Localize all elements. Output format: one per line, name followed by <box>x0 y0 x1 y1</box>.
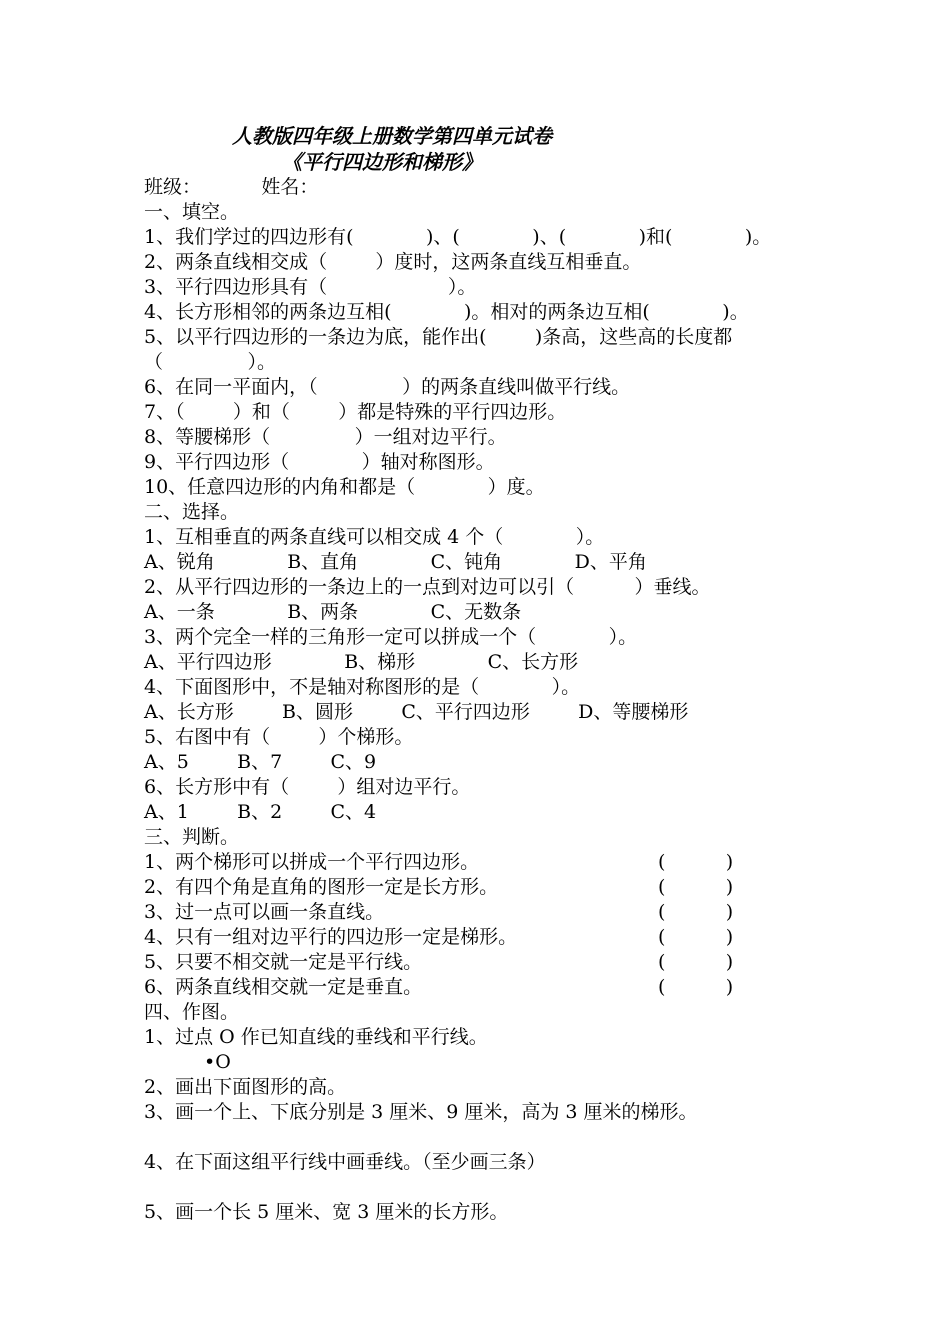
options-line: A、5 B、7 C、9 <box>144 751 377 773</box>
answer-paren: ( ) <box>658 976 734 998</box>
judge-item <box>144 900 824 925</box>
question-line: 1、我们学过的四边形有( )、( )、( )和( )。 <box>144 226 772 248</box>
question-line: 3、平行四边形具有（ ）。 <box>144 276 477 298</box>
judge-item <box>144 925 824 950</box>
question-line: （ ）。 <box>144 351 277 373</box>
exam-subtitle: 《平行四边形和梯形》 <box>282 150 482 174</box>
question-line: 3、画一个上、下底分别是 3 厘米、9 厘米，高为 3 厘米的梯形。 <box>144 1101 698 1123</box>
judge-item <box>144 875 824 900</box>
options-line: A、平行四边形 B、梯形 C、长方形 <box>144 651 579 673</box>
judge-text: 1、两个梯形可以拼成一个平行四边形。 <box>144 851 480 873</box>
question-line: 5、右图中有（ ）个梯形。 <box>144 726 414 748</box>
question-line: 1、过点 O 作已知直线的垂线和平行线。 <box>144 1026 488 1048</box>
question-line: 2、两条直线相交成（ ）度时，这两条直线互相垂直。 <box>144 251 642 273</box>
question-line: 5、以平行四边形的一条边为底，能作出( )条高，这些高的长度都 <box>144 326 733 348</box>
question-line: 4、下面图形中，不是轴对称图形的是（ ）。 <box>144 676 581 698</box>
section-heading-fill-blank: 一、填空。 <box>144 201 240 223</box>
question-line: 2、从平行四边形的一条边上的一点到对边可以引（ ）垂线。 <box>144 576 711 598</box>
judge-text: 3、过一点可以画一条直线。 <box>144 901 385 923</box>
options-line: A、锐角 B、直角 C、钝角 D、平角 <box>144 551 647 573</box>
class-name-line: 班级： 姓名： <box>144 176 319 198</box>
question-line: 7、（ ）和（ ）都是特殊的平行四边形。 <box>144 401 567 423</box>
question-line: 6、在同一平面内，（ ）的两条直线叫做平行线。 <box>144 376 631 398</box>
question-line: 3、两个完全一样的三角形一定可以拼成一个（ ）。 <box>144 626 638 648</box>
exam-body <box>144 175 824 1225</box>
judge-text: 6、两条直线相交就一定是垂直。 <box>144 976 423 998</box>
question-line: 9、平行四边形（ ）轴对称图形。 <box>144 451 495 473</box>
section-heading-judge: 三、判断。 <box>144 826 240 848</box>
answer-paren: ( ) <box>658 876 734 898</box>
question-line: 1、互相垂直的两条直线可以相交成 4 个（ ）。 <box>144 526 605 548</box>
options-line: A、1 B、2 C、4 <box>144 801 377 823</box>
answer-paren: ( ) <box>658 951 734 973</box>
question-line: 4、长方形相邻的两条边互相( )。相对的两条边互相( )。 <box>144 301 749 323</box>
question-line: 5、画一个长 5 厘米、宽 3 厘米的长方形。 <box>144 1201 509 1223</box>
question-line: 8、等腰梯形（ ）一组对边平行。 <box>144 426 507 448</box>
exam-title: 人教版四年级上册数学第四单元试卷 <box>232 124 552 148</box>
answer-paren: ( ) <box>658 901 734 923</box>
question-line: 4、在下面这组平行线中画垂线。（至少画三条） <box>144 1151 546 1173</box>
drawing-space <box>144 1175 824 1200</box>
judge-text: 5、只要不相交就一定是平行线。 <box>144 951 423 973</box>
judge-text: 2、有四个角是直角的图形一定是长方形。 <box>144 876 499 898</box>
answer-paren: ( ) <box>658 926 734 948</box>
options-line: A、长方形 B、圆形 C、平行四边形 D、等腰梯形 <box>144 701 689 723</box>
judge-text: 4、只有一组对边平行的四边形一定是梯形。 <box>144 926 518 948</box>
options-line: A、一条 B、两条 C、无数条 <box>144 601 522 623</box>
question-line: 6、长方形中有（ ）组对边平行。 <box>144 776 471 798</box>
question-line: 10、任意四边形的内角和都是（ ）度。 <box>144 476 545 498</box>
judge-item <box>144 975 824 1000</box>
question-line: 2、画出下面图形的高。 <box>144 1076 347 1098</box>
judge-item <box>144 950 824 975</box>
answer-paren: ( ) <box>658 851 734 873</box>
drawing-space <box>144 1125 824 1150</box>
section-heading-choice: 二、选择。 <box>144 501 240 523</box>
point-o-label: •O <box>204 1051 231 1073</box>
section-heading-drawing: 四、作图。 <box>144 1001 240 1023</box>
judge-item <box>144 850 824 875</box>
